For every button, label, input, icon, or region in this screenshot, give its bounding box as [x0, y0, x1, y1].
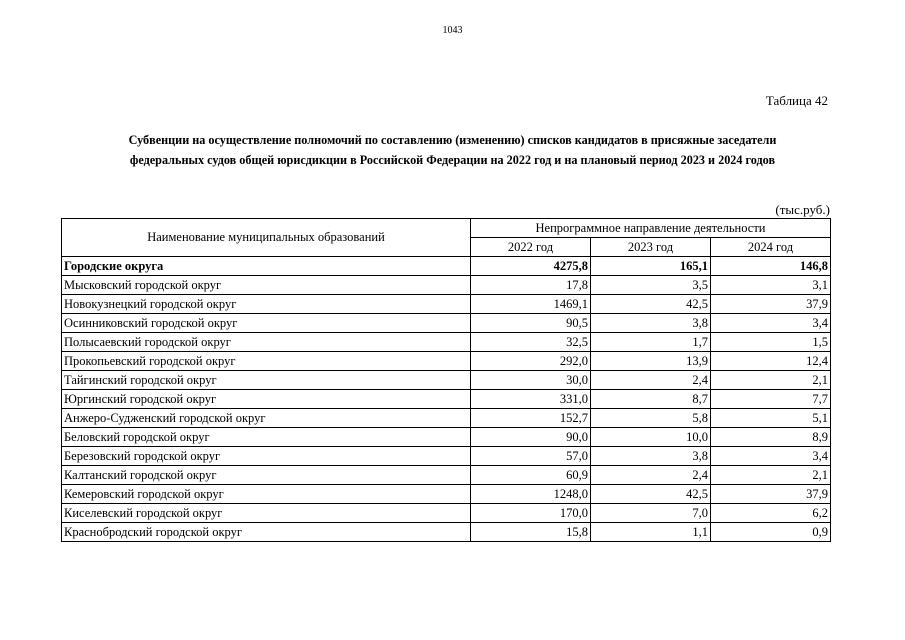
- value-2024: 3,4: [711, 314, 831, 333]
- value-2024: 2,1: [711, 371, 831, 390]
- value-2022: 90,5: [471, 314, 591, 333]
- municipality-name: Мысковский городской округ: [62, 276, 471, 295]
- table-row: [62, 390, 831, 409]
- table-row: [62, 314, 831, 333]
- value-2024: 5,1: [711, 409, 831, 428]
- municipality-name: Беловский городской округ: [62, 428, 471, 447]
- table-row: [62, 276, 831, 295]
- municipality-name: Юргинский городской округ: [62, 390, 471, 409]
- header-row-1: [62, 219, 831, 238]
- header-year-2024: 2024 год: [711, 238, 831, 257]
- table-row: [62, 523, 831, 542]
- total-name: Городские округа: [62, 257, 471, 276]
- table-row: [62, 447, 831, 466]
- table-row: [62, 371, 831, 390]
- value-2023: 1,7: [591, 333, 711, 352]
- header-year-2023: 2023 год: [591, 238, 711, 257]
- table-row: [62, 428, 831, 447]
- value-2022: 17,8: [471, 276, 591, 295]
- value-2022: 331,0: [471, 390, 591, 409]
- header-activity-direction: Непрограммное направление деятельности: [471, 219, 831, 238]
- value-2024: 6,2: [711, 504, 831, 523]
- municipality-name: Тайгинский городской округ: [62, 371, 471, 390]
- table-row: [62, 352, 831, 371]
- value-2023: 13,9: [591, 352, 711, 371]
- value-2023: 42,5: [591, 485, 711, 504]
- municipality-name: Полысаевский городской округ: [62, 333, 471, 352]
- municipality-name: Новокузнецкий городской округ: [62, 295, 471, 314]
- table-row: [62, 295, 831, 314]
- municipality-name: Кемеровский городской округ: [62, 485, 471, 504]
- document-title: [55, 130, 850, 170]
- value-2024: 3,4: [711, 447, 831, 466]
- value-2022: 170,0: [471, 504, 591, 523]
- municipality-name: Осинниковский городской округ: [62, 314, 471, 333]
- value-2022: 152,7: [471, 409, 591, 428]
- value-2023: 10,0: [591, 428, 711, 447]
- municipality-name: Краснобродский городской округ: [62, 523, 471, 542]
- header-municipality-name: Наименование муниципальных образований: [62, 219, 471, 257]
- value-2024: 12,4: [711, 352, 831, 371]
- value-2023: 3,5: [591, 276, 711, 295]
- table-row: [62, 504, 831, 523]
- value-2024: 37,9: [711, 295, 831, 314]
- table-row: [62, 485, 831, 504]
- value-2023: 7,0: [591, 504, 711, 523]
- header-year-2022: 2022 год: [471, 238, 591, 257]
- municipality-name: Калтанский городской округ: [62, 466, 471, 485]
- municipality-name: Прокопьевский городской округ: [62, 352, 471, 371]
- table-header: [62, 219, 831, 257]
- total-row: [62, 257, 831, 276]
- value-2024: 3,1: [711, 276, 831, 295]
- value-2023: 1,1: [591, 523, 711, 542]
- value-2022: 32,5: [471, 333, 591, 352]
- value-2023: 5,8: [591, 409, 711, 428]
- total-2022: 4275,8: [471, 257, 591, 276]
- value-2024: 37,9: [711, 485, 831, 504]
- value-2023: 3,8: [591, 447, 711, 466]
- table-row: [62, 333, 831, 352]
- total-2024: 146,8: [711, 257, 831, 276]
- title-line-2: федеральных судов общей юрисдикции в Российской Федерации на 2022 год и на плановый период 2023 и 2024 годов: [129, 153, 776, 167]
- subventions-table: [61, 218, 831, 542]
- value-2023: 2,4: [591, 466, 711, 485]
- municipality-name: Анжеро-Судженский городской округ: [62, 409, 471, 428]
- municipality-name: Киселевский городской округ: [62, 504, 471, 523]
- page-number: 1043: [442, 25, 463, 36]
- value-2023: 8,7: [591, 390, 711, 409]
- table-row: [62, 409, 831, 428]
- value-2022: 292,0: [471, 352, 591, 371]
- value-2024: 7,7: [711, 390, 831, 409]
- table-row: [62, 466, 831, 485]
- value-2022: 30,0: [471, 371, 591, 390]
- value-2022: 1469,1: [471, 295, 591, 314]
- value-2024: 0,9: [711, 523, 831, 542]
- municipality-name: Березовский городской округ: [62, 447, 471, 466]
- value-2022: 60,9: [471, 466, 591, 485]
- value-2022: 57,0: [471, 447, 591, 466]
- value-2023: 2,4: [591, 371, 711, 390]
- value-2022: 15,8: [471, 523, 591, 542]
- value-2024: 1,5: [711, 333, 831, 352]
- value-2024: 2,1: [711, 466, 831, 485]
- value-2024: 8,9: [711, 428, 831, 447]
- units-label: (тыс.руб.): [775, 202, 830, 217]
- title-line-1: Субвенции на осуществление полномочий по составлению (изменению) списков кандидатов в присяжные заседатели: [128, 133, 777, 147]
- total-2023: 165,1: [591, 257, 711, 276]
- value-2023: 42,5: [591, 295, 711, 314]
- value-2022: 1248,0: [471, 485, 591, 504]
- table-body: [62, 257, 831, 542]
- value-2022: 90,0: [471, 428, 591, 447]
- table-label: Таблица 42: [765, 93, 828, 108]
- value-2023: 3,8: [591, 314, 711, 333]
